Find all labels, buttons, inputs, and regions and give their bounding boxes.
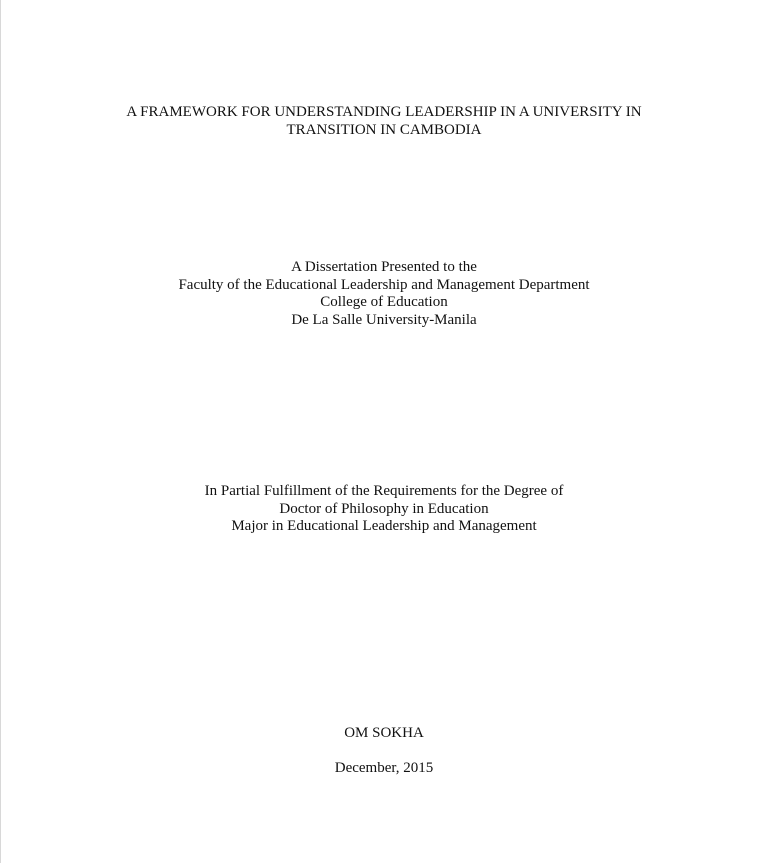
submission-date: December, 2015 [334, 760, 434, 776]
degree-line: Doctor of Philosophy in Education [279, 500, 489, 517]
major-line: Major in Educational Leadership and Management [231, 518, 537, 534]
title-line-1: A FRAMEWORK FOR UNDERSTANDING LEADERSHIP IN A UNIVERSITY IN [126, 104, 642, 120]
degree-statement [1, 483, 766, 536]
dissertation-title [1, 104, 766, 139]
fulfillment-line: In Partial Fulfillment of the Requirements for the Degree of [204, 483, 564, 499]
author-name: OM SOKHA [344, 725, 424, 741]
university-line: De La Salle University-Manila [291, 311, 477, 328]
college-line: College of Education [320, 294, 448, 310]
presentation-statement [1, 259, 766, 329]
presented-to-line: A Dissertation Presented to the [291, 259, 477, 275]
faculty-line: Faculty of the Educational Leadership and Management Department [178, 276, 590, 293]
title-line-2: TRANSITION IN CAMBODIA [286, 121, 482, 138]
